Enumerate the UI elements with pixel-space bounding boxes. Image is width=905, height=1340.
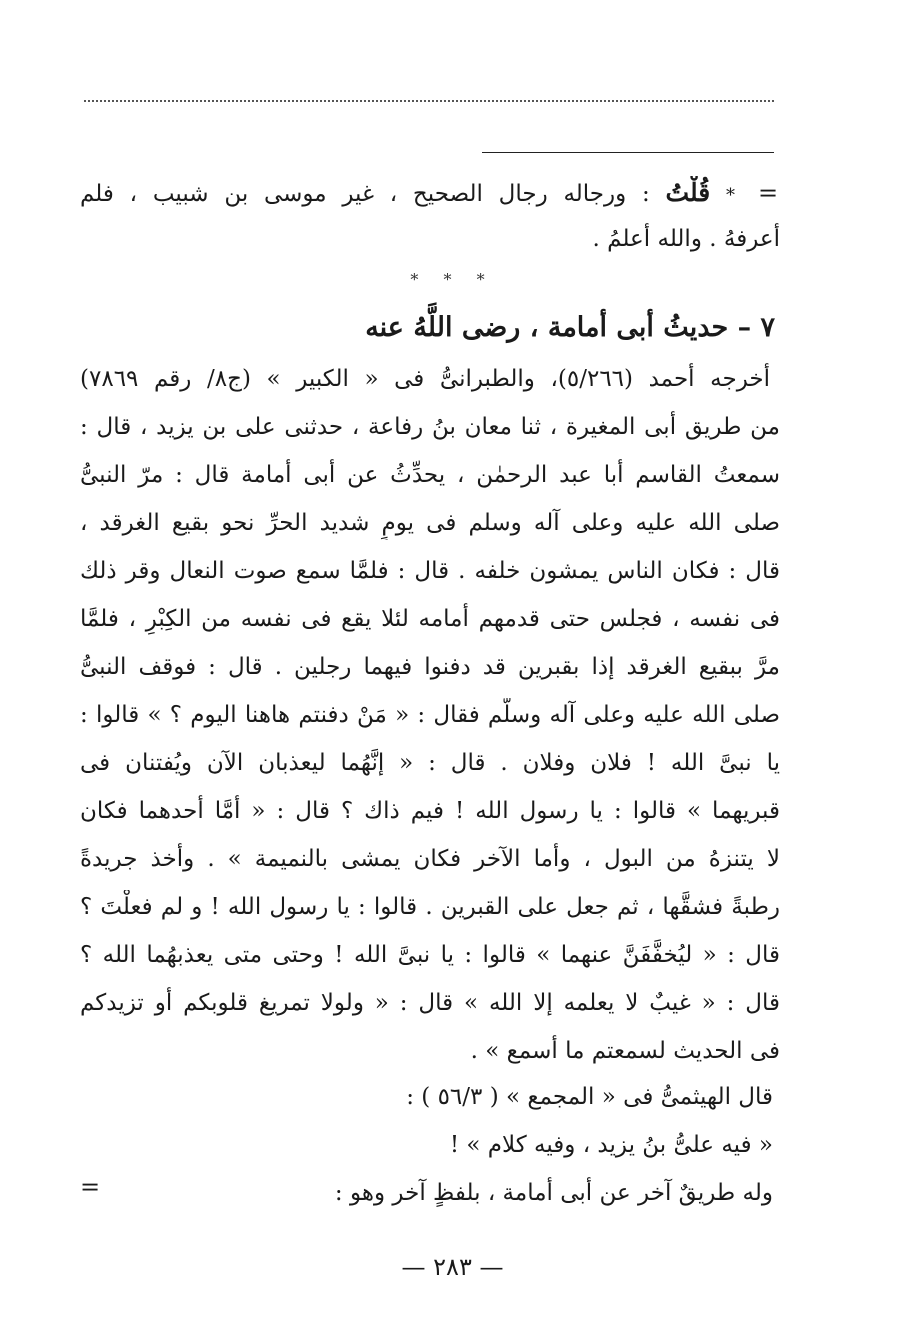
footnote-qultu: قُلْتُ (665, 178, 711, 207)
quote-line-2: « فيه علىُّ بنُ يزيد ، وفيه كلام » ! (449, 1132, 773, 1158)
body-line-9: يا نبىَّ الله ! فلان وفلان . قال : « إنَّهُما ليعذبان الآن ويُفتنان فى (80, 750, 780, 776)
closing-line: وله طريقٌ آخر عن أبى أمامة ، بلفظٍ آخر وهو : (334, 1180, 773, 1206)
body-line-1: أخرجه أحمد (٥/٢٦٦)، والطبرانىُّ فى « الكبير » (ج٨/ رقم ٧٨٦٩) (80, 366, 770, 392)
quote-line-1: قال الهيثمىُّ فى « المجمع » ( ٥٦/٣ ) : (406, 1084, 773, 1110)
body-line-4: صلى الله عليه وعلى آله وسلم فى يومٍ شديد الحرِّ نحو بقيع الغرقد ، (80, 510, 780, 536)
body-line-14: قال : « غيبٌ لا يعلمه إلا الله » قال : « ولولا تمريغ قلوبكم أو تزيدكم (80, 990, 780, 1016)
body-line-12: رطبةً فشقَّها ، ثم جعل على القبرين . قالوا : يا رسول الله ! و لم فعلْتَ ؟ (80, 894, 780, 920)
body-line-11: لا يتنزهُ من البول ، وأما الآخر فكان يمشى بالنميمة » . وأخذ جريدةً (80, 846, 780, 872)
body-line-15: فى الحديث لسمعتم ما أسمع » . (470, 1038, 780, 1064)
body-line-3: سمعتُ القاسم أبا عبد الرحمٰن ، يحدِّثُ عن أبى أمامة قال : مرّ النبىُّ (80, 462, 780, 488)
body-line-7: مرَّ ببقيع الغرقد إذا بقبرين قد دفنوا فيهما رجلين . قال : فوقف النبىُّ (80, 654, 780, 680)
body-line-8: صلى الله عليه وعلى آله وسلَّم فقال : « مَنْ دفنتم هاهنا اليوم ؟ » قالوا : (80, 702, 780, 728)
body-line-5: قال : فكان الناس يمشون خلفه . قال : فلمَّا سمع صوت النعال وقر ذلك (80, 558, 780, 584)
footnote-rule (482, 152, 774, 153)
section-heading: ٧ – حديثُ أبى أمامة ، رضى اللَّهُ عنه (365, 312, 775, 343)
footnote-continuation-marker: = (758, 179, 779, 207)
closing-continuation-marker: = (80, 1173, 101, 1201)
body-line-6: فى نفسه ، فجلس حتى قدمهم أمامه لئلا يقع فى نفسه من الكِبْرِ ، فلمَّا (80, 606, 780, 632)
footnote-line-2: أعرفهُ . والله أعلمُ . (592, 226, 780, 252)
footnote-line-1-text: : ورجاله رجال الصحيح ، غير موسى بن شبيب ، فلم (80, 181, 650, 207)
header-dotted-rule (84, 100, 774, 102)
body-line-10: قبريهما » قالوا : يا رسول الله ! فيم ذاك ؟ قال : « أمَّا أحدهما فكان (80, 798, 780, 824)
section-separator-stars: * * * (410, 270, 495, 289)
footnote-star: * (726, 185, 735, 206)
body-line-2: من طريق أبى المغيرة ، ثنا معان بنُ رفاعة ، حدثنى على بن يزيد ، قال : (80, 414, 780, 440)
body-line-13: قال : « ليُخفَّفَنَّ عنهما » قالوا : يا نبىَّ الله ! وحتى متى يعذبهُما الله ؟ (80, 942, 780, 968)
page-number: — ٢٨٣ — (401, 1253, 504, 1281)
footnote-line-1 (80, 176, 735, 213)
